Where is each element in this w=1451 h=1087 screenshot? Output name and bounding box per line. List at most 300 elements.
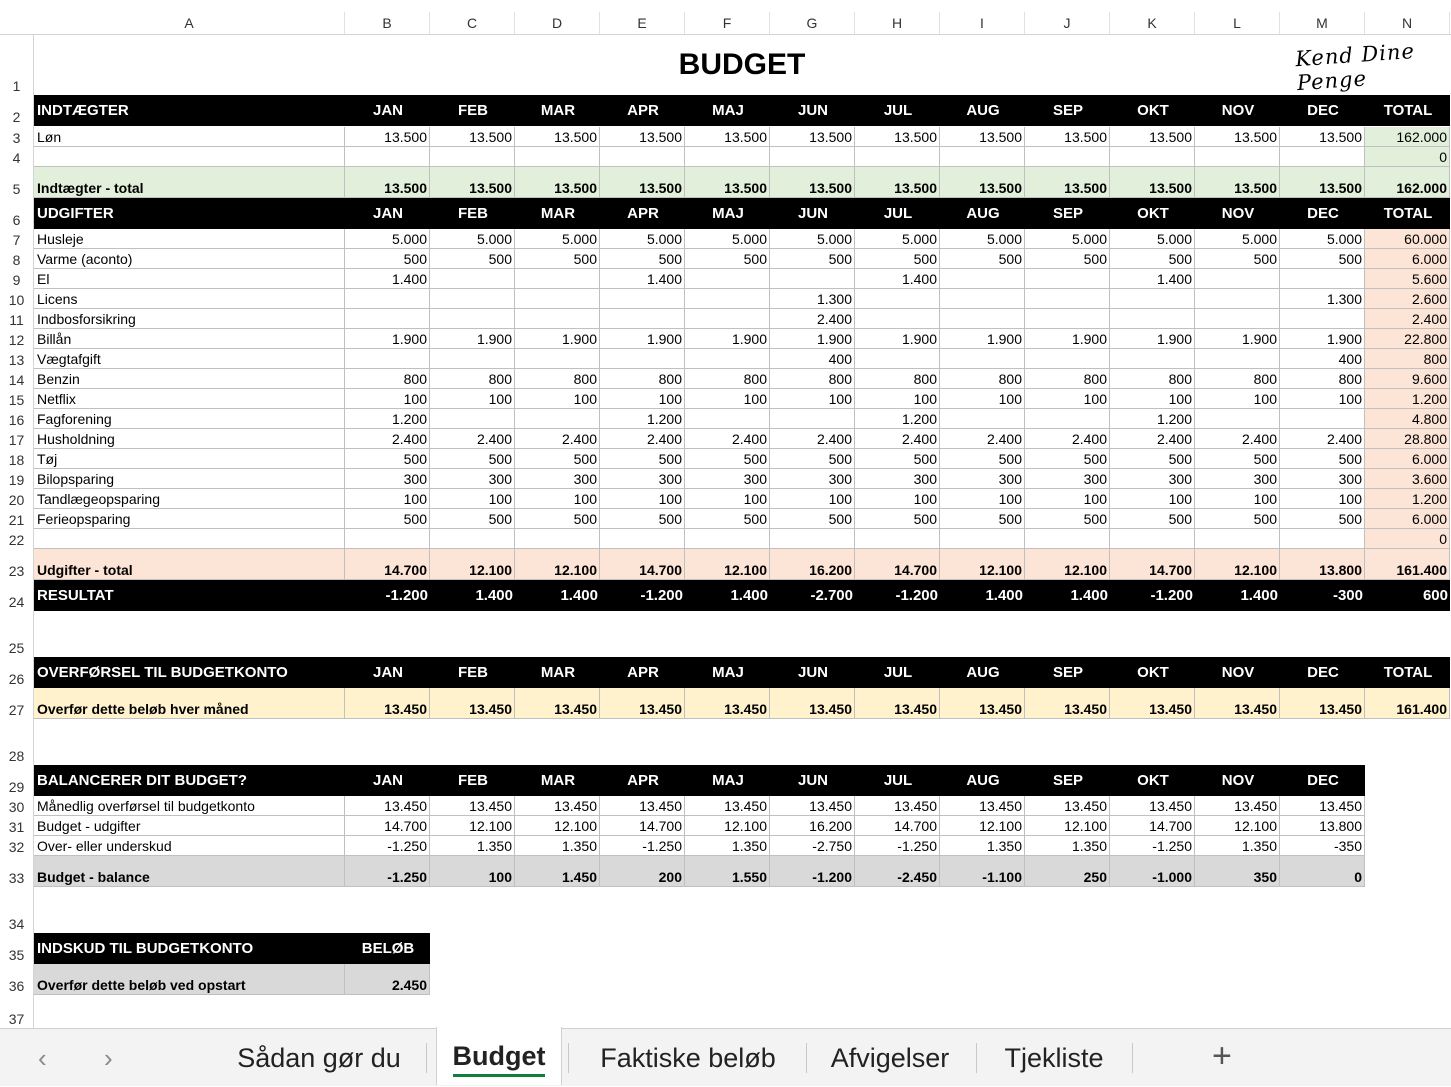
row-label[interactable]: Indbosforsikring: [34, 309, 345, 329]
value-cell[interactable]: 13.450: [1195, 688, 1280, 719]
column-header[interactable]: J: [1025, 12, 1110, 34]
row-header[interactable]: 28: [8, 748, 25, 764]
value-cell[interactable]: 500: [430, 249, 515, 269]
row-label[interactable]: Over- eller underskud: [34, 836, 345, 856]
value-cell[interactable]: 5.000: [1195, 229, 1280, 249]
value-cell[interactable]: 500: [1110, 509, 1195, 529]
value-cell[interactable]: 350: [1195, 856, 1280, 887]
value-cell[interactable]: 800: [685, 369, 770, 389]
value-cell[interactable]: 2.400: [1025, 429, 1110, 449]
row-label[interactable]: Vægtafgift: [34, 349, 345, 369]
value-cell[interactable]: [1280, 529, 1365, 549]
value-cell[interactable]: 100: [1280, 389, 1365, 409]
value-cell[interactable]: 12.100: [515, 549, 600, 580]
value-cell[interactable]: 13.500: [770, 127, 855, 147]
value-cell[interactable]: 2.400: [515, 429, 600, 449]
month-header[interactable]: MAJ: [685, 765, 770, 796]
value-cell[interactable]: 500: [1195, 509, 1280, 529]
value-cell[interactable]: 13.800: [1280, 549, 1365, 580]
column-header[interactable]: F: [685, 12, 770, 34]
row-header[interactable]: 22: [8, 532, 25, 548]
value-cell[interactable]: [600, 289, 685, 309]
row-header[interactable]: 16: [8, 412, 25, 428]
value-cell[interactable]: 1.300: [770, 289, 855, 309]
month-header[interactable]: MAJ: [685, 198, 770, 229]
row-header[interactable]: 32: [8, 839, 25, 855]
result-value[interactable]: -300: [1280, 580, 1365, 611]
month-header[interactable]: JUN: [770, 198, 855, 229]
total-cell[interactable]: 800: [1365, 349, 1450, 369]
month-header[interactable]: DEC: [1280, 198, 1365, 229]
row-header[interactable]: 26: [8, 671, 25, 687]
row-header[interactable]: 34: [8, 916, 25, 932]
value-cell[interactable]: [940, 529, 1025, 549]
value-cell[interactable]: 1.900: [1110, 329, 1195, 349]
value-cell[interactable]: 13.450: [685, 688, 770, 719]
value-cell[interactable]: 1.900: [685, 329, 770, 349]
result-value[interactable]: -1.200: [345, 580, 430, 611]
value-cell[interactable]: 300: [430, 469, 515, 489]
value-cell[interactable]: [1025, 309, 1110, 329]
row-label[interactable]: Overfør dette beløb hver måned: [34, 688, 345, 719]
value-cell[interactable]: 800: [770, 369, 855, 389]
value-cell[interactable]: [345, 147, 430, 167]
value-cell[interactable]: [770, 269, 855, 289]
section-header[interactable]: OVERFØRSEL TIL BUDGETKONTO: [34, 657, 345, 688]
value-cell[interactable]: 16.200: [770, 816, 855, 836]
section-header[interactable]: INDTÆGTER: [34, 95, 345, 126]
value-cell[interactable]: -350: [1280, 836, 1365, 856]
row-header[interactable]: 27: [8, 702, 25, 718]
value-cell[interactable]: 500: [940, 509, 1025, 529]
next-sheet-icon[interactable]: ›: [104, 1043, 113, 1073]
value-cell[interactable]: [345, 309, 430, 329]
month-header[interactable]: DEC: [1280, 657, 1365, 688]
value-cell[interactable]: 12.100: [1195, 549, 1280, 580]
tab-faktiske-beloeb[interactable]: Faktiske beløb: [600, 1042, 776, 1073]
value-cell[interactable]: 500: [1025, 509, 1110, 529]
column-header[interactable]: C: [430, 12, 515, 34]
value-cell[interactable]: 500: [600, 249, 685, 269]
month-header[interactable]: APR: [600, 765, 685, 796]
value-cell[interactable]: 1.350: [1025, 836, 1110, 856]
value-cell[interactable]: [430, 349, 515, 369]
month-header[interactable]: FEB: [430, 198, 515, 229]
value-cell[interactable]: 100: [430, 856, 515, 887]
value-cell[interactable]: 500: [685, 449, 770, 469]
value-cell[interactable]: 2.400: [685, 429, 770, 449]
value-cell[interactable]: [515, 309, 600, 329]
month-header[interactable]: FEB: [430, 95, 515, 126]
value-cell[interactable]: 13.450: [685, 796, 770, 816]
deposit-header[interactable]: INDSKUD TIL BUDGETKONTO: [34, 933, 345, 964]
row-header[interactable]: 3: [12, 130, 21, 146]
result-value[interactable]: 1.400: [685, 580, 770, 611]
value-cell[interactable]: 300: [1110, 469, 1195, 489]
value-cell[interactable]: 1.900: [345, 329, 430, 349]
row-header[interactable]: 24: [8, 594, 25, 610]
value-cell[interactable]: 200: [600, 856, 685, 887]
value-cell[interactable]: -1.250: [600, 836, 685, 856]
value-cell[interactable]: 1.450: [515, 856, 600, 887]
value-cell[interactable]: 1.350: [515, 836, 600, 856]
value-cell[interactable]: 300: [515, 469, 600, 489]
value-cell[interactable]: [1195, 529, 1280, 549]
value-cell[interactable]: [1280, 269, 1365, 289]
row-header[interactable]: 33: [8, 870, 25, 886]
total-cell[interactable]: 60.000: [1365, 229, 1450, 249]
row-header[interactable]: 7: [12, 232, 21, 248]
value-cell[interactable]: 1.350: [685, 836, 770, 856]
row-header[interactable]: 14: [8, 372, 25, 388]
value-cell[interactable]: 2.400: [430, 429, 515, 449]
value-cell[interactable]: 300: [600, 469, 685, 489]
column-header[interactable]: L: [1195, 12, 1280, 34]
value-cell[interactable]: 300: [855, 469, 940, 489]
value-cell[interactable]: 2.400: [940, 429, 1025, 449]
value-cell[interactable]: 13.500: [685, 127, 770, 147]
value-cell[interactable]: 14.700: [600, 816, 685, 836]
value-cell[interactable]: [1025, 289, 1110, 309]
value-cell[interactable]: -1.100: [940, 856, 1025, 887]
result-total[interactable]: 600: [1365, 580, 1450, 611]
row-header[interactable]: 17: [8, 432, 25, 448]
value-cell[interactable]: 1.400: [1110, 269, 1195, 289]
value-cell[interactable]: 13.450: [600, 796, 685, 816]
row-header[interactable]: 30: [8, 799, 25, 815]
month-header[interactable]: NOV: [1195, 95, 1280, 126]
value-cell[interactable]: 13.500: [600, 127, 685, 147]
value-cell[interactable]: 5.000: [1280, 229, 1365, 249]
value-cell[interactable]: [940, 349, 1025, 369]
value-cell[interactable]: 100: [855, 389, 940, 409]
value-cell[interactable]: [685, 269, 770, 289]
row-header[interactable]: 31: [8, 819, 25, 835]
value-cell[interactable]: 13.450: [515, 688, 600, 719]
value-cell[interactable]: [515, 289, 600, 309]
value-cell[interactable]: [1195, 269, 1280, 289]
value-cell[interactable]: [1280, 147, 1365, 167]
total-cell[interactable]: 6.000: [1365, 249, 1450, 269]
value-cell[interactable]: 800: [515, 369, 600, 389]
total-cell[interactable]: 161.400: [1365, 549, 1450, 580]
value-cell[interactable]: 2.400: [345, 429, 430, 449]
value-cell[interactable]: 500: [345, 249, 430, 269]
value-cell[interactable]: 2.400: [1280, 429, 1365, 449]
value-cell[interactable]: 13.450: [1025, 796, 1110, 816]
value-cell[interactable]: [685, 409, 770, 429]
total-cell[interactable]: 5.600: [1365, 269, 1450, 289]
row-header[interactable]: 21: [8, 512, 25, 528]
row-label[interactable]: Løn: [34, 127, 345, 147]
result-value[interactable]: 1.400: [940, 580, 1025, 611]
value-cell[interactable]: 5.000: [770, 229, 855, 249]
value-cell[interactable]: 13.450: [430, 796, 515, 816]
value-cell[interactable]: 1.900: [855, 329, 940, 349]
result-value[interactable]: 1.400: [1025, 580, 1110, 611]
value-cell[interactable]: -1.000: [1110, 856, 1195, 887]
value-cell[interactable]: [1110, 529, 1195, 549]
value-cell[interactable]: 12.100: [940, 816, 1025, 836]
value-cell[interactable]: 5.000: [1110, 229, 1195, 249]
total-cell[interactable]: 162.000: [1365, 127, 1450, 147]
value-cell[interactable]: 1.350: [430, 836, 515, 856]
value-cell[interactable]: 1.400: [600, 269, 685, 289]
row-label[interactable]: Månedlig overførsel til budgetkonto: [34, 796, 345, 816]
month-header[interactable]: JUN: [770, 657, 855, 688]
row-header[interactable]: 6: [12, 212, 21, 228]
row-header[interactable]: 2: [12, 109, 21, 125]
value-cell[interactable]: 13.500: [1195, 127, 1280, 147]
value-cell[interactable]: 12.100: [430, 816, 515, 836]
value-cell[interactable]: 1.350: [1195, 836, 1280, 856]
month-header[interactable]: JAN: [345, 765, 430, 796]
row-label[interactable]: Netflix: [34, 389, 345, 409]
value-cell[interactable]: 1.900: [940, 329, 1025, 349]
value-cell[interactable]: 13.500: [1110, 127, 1195, 147]
add-sheet-icon[interactable]: +: [1212, 1037, 1232, 1075]
value-cell[interactable]: 13.500: [940, 167, 1025, 198]
value-cell[interactable]: 2.400: [1195, 429, 1280, 449]
value-cell[interactable]: 13.450: [855, 688, 940, 719]
value-cell[interactable]: 12.100: [1025, 816, 1110, 836]
value-cell[interactable]: 100: [1195, 489, 1280, 509]
value-cell[interactable]: -2.450: [855, 856, 940, 887]
row-label[interactable]: [34, 529, 345, 549]
value-cell[interactable]: [855, 147, 940, 167]
column-header[interactable]: E: [600, 12, 685, 34]
month-header[interactable]: MAJ: [685, 657, 770, 688]
value-cell[interactable]: 100: [1280, 489, 1365, 509]
month-header[interactable]: OKT: [1110, 95, 1195, 126]
value-cell[interactable]: 100: [600, 489, 685, 509]
row-header[interactable]: 10: [8, 292, 25, 308]
value-cell[interactable]: -1.250: [855, 836, 940, 856]
value-cell[interactable]: 500: [685, 249, 770, 269]
value-cell[interactable]: [770, 147, 855, 167]
total-cell[interactable]: 162.000: [1365, 167, 1450, 198]
total-cell[interactable]: 2.400: [1365, 309, 1450, 329]
value-cell[interactable]: [430, 289, 515, 309]
value-cell[interactable]: 800: [1025, 369, 1110, 389]
value-cell[interactable]: 500: [430, 509, 515, 529]
value-cell[interactable]: 13.450: [1025, 688, 1110, 719]
row-header[interactable]: 23: [8, 563, 25, 579]
value-cell[interactable]: 5.000: [515, 229, 600, 249]
value-cell[interactable]: [1025, 269, 1110, 289]
value-cell[interactable]: [430, 409, 515, 429]
value-cell[interactable]: 13.450: [770, 796, 855, 816]
value-cell[interactable]: [345, 289, 430, 309]
value-cell[interactable]: 13.500: [430, 167, 515, 198]
value-cell[interactable]: [600, 147, 685, 167]
value-cell[interactable]: 12.100: [940, 549, 1025, 580]
value-cell[interactable]: [940, 147, 1025, 167]
value-cell[interactable]: [515, 409, 600, 429]
value-cell[interactable]: 13.500: [600, 167, 685, 198]
value-cell[interactable]: 1.900: [515, 329, 600, 349]
value-cell[interactable]: 5.000: [855, 229, 940, 249]
value-cell[interactable]: 500: [515, 449, 600, 469]
column-header[interactable]: A: [34, 12, 345, 34]
value-cell[interactable]: 13.500: [1280, 167, 1365, 198]
row-label[interactable]: Licens: [34, 289, 345, 309]
value-cell[interactable]: 500: [940, 249, 1025, 269]
value-cell[interactable]: 500: [855, 249, 940, 269]
result-value[interactable]: 1.400: [1195, 580, 1280, 611]
value-cell[interactable]: 100: [1025, 389, 1110, 409]
value-cell[interactable]: 13.500: [345, 127, 430, 147]
result-value[interactable]: -1.200: [855, 580, 940, 611]
value-cell[interactable]: 100: [345, 489, 430, 509]
value-cell[interactable]: 13.450: [1280, 688, 1365, 719]
value-cell[interactable]: 100: [430, 489, 515, 509]
deposit-amount-header[interactable]: BELØB: [345, 933, 430, 964]
value-cell[interactable]: [1195, 409, 1280, 429]
value-cell[interactable]: [1110, 309, 1195, 329]
value-cell[interactable]: 14.700: [855, 816, 940, 836]
total-cell[interactable]: 161.400: [1365, 688, 1450, 719]
month-header[interactable]: MAR: [515, 765, 600, 796]
value-cell[interactable]: [600, 349, 685, 369]
row-label[interactable]: Indtægter - total: [34, 167, 345, 198]
value-cell[interactable]: [1025, 529, 1110, 549]
value-cell[interactable]: 5.000: [1025, 229, 1110, 249]
row-header[interactable]: 1: [12, 78, 21, 94]
value-cell[interactable]: 13.450: [940, 796, 1025, 816]
month-header[interactable]: MAR: [515, 198, 600, 229]
value-cell[interactable]: [345, 349, 430, 369]
value-cell[interactable]: 500: [1110, 249, 1195, 269]
value-cell[interactable]: 13.500: [1280, 127, 1365, 147]
value-cell[interactable]: 1.900: [1195, 329, 1280, 349]
value-cell[interactable]: 100: [770, 389, 855, 409]
month-header[interactable]: SEP: [1025, 95, 1110, 126]
value-cell[interactable]: 13.500: [430, 127, 515, 147]
value-cell[interactable]: [855, 289, 940, 309]
value-cell[interactable]: 13.450: [600, 688, 685, 719]
value-cell[interactable]: [1025, 147, 1110, 167]
value-cell[interactable]: 1.200: [1110, 409, 1195, 429]
value-cell[interactable]: 100: [1195, 389, 1280, 409]
value-cell[interactable]: 2.400: [600, 429, 685, 449]
value-cell[interactable]: 100: [940, 489, 1025, 509]
value-cell[interactable]: 13.500: [1110, 167, 1195, 198]
total-cell[interactable]: 22.800: [1365, 329, 1450, 349]
row-header[interactable]: 35: [8, 947, 25, 963]
value-cell[interactable]: 500: [1280, 509, 1365, 529]
column-header[interactable]: B: [345, 12, 430, 34]
result-value[interactable]: 1.400: [515, 580, 600, 611]
row-header[interactable]: 4: [12, 150, 21, 166]
tab-afvigelser[interactable]: Afvigelser: [830, 1042, 950, 1073]
row-label[interactable]: Tøj: [34, 449, 345, 469]
row-label[interactable]: El: [34, 269, 345, 289]
month-header[interactable]: JAN: [345, 95, 430, 126]
result-value[interactable]: 1.400: [430, 580, 515, 611]
month-header[interactable]: JUL: [855, 765, 940, 796]
value-cell[interactable]: 13.500: [1025, 127, 1110, 147]
column-header[interactable]: H: [855, 12, 940, 34]
value-cell[interactable]: 100: [855, 489, 940, 509]
month-header[interactable]: JUN: [770, 765, 855, 796]
value-cell[interactable]: 800: [430, 369, 515, 389]
value-cell[interactable]: [685, 309, 770, 329]
tab-saadan-goer-du[interactable]: Sådan gør du: [237, 1042, 401, 1073]
value-cell[interactable]: 1.900: [1280, 329, 1365, 349]
value-cell[interactable]: 13.500: [1025, 167, 1110, 198]
value-cell[interactable]: 13.450: [345, 688, 430, 719]
total-cell[interactable]: 6.000: [1365, 509, 1450, 529]
value-cell[interactable]: 5.000: [940, 229, 1025, 249]
total-cell[interactable]: 9.600: [1365, 369, 1450, 389]
row-header[interactable]: 8: [12, 252, 21, 268]
value-cell[interactable]: 1.900: [1025, 329, 1110, 349]
value-cell[interactable]: 12.100: [430, 549, 515, 580]
value-cell[interactable]: 250: [1025, 856, 1110, 887]
value-cell[interactable]: [515, 349, 600, 369]
value-cell[interactable]: 2.400: [855, 429, 940, 449]
value-cell[interactable]: 12.100: [515, 816, 600, 836]
total-cell[interactable]: 3.600: [1365, 469, 1450, 489]
value-cell[interactable]: 13.500: [1195, 167, 1280, 198]
month-header[interactable]: NOV: [1195, 765, 1280, 796]
month-header[interactable]: SEP: [1025, 198, 1110, 229]
value-cell[interactable]: 14.700: [1110, 816, 1195, 836]
tab-tjekliste[interactable]: Tjekliste: [1004, 1042, 1104, 1073]
value-cell[interactable]: 13.450: [1110, 688, 1195, 719]
row-header[interactable]: 29: [8, 779, 25, 795]
value-cell[interactable]: 800: [1280, 369, 1365, 389]
value-cell[interactable]: 500: [600, 509, 685, 529]
row-label[interactable]: Fagforening: [34, 409, 345, 429]
column-header[interactable]: M: [1280, 12, 1365, 34]
value-cell[interactable]: 5.000: [430, 229, 515, 249]
month-header[interactable]: JUN: [770, 95, 855, 126]
column-header[interactable]: D: [515, 12, 600, 34]
total-cell[interactable]: 2.600: [1365, 289, 1450, 309]
value-cell[interactable]: 13.500: [685, 167, 770, 198]
value-cell[interactable]: [685, 289, 770, 309]
row-header[interactable]: 15: [8, 392, 25, 408]
value-cell[interactable]: 500: [1195, 449, 1280, 469]
value-cell[interactable]: [940, 289, 1025, 309]
value-cell[interactable]: [1195, 349, 1280, 369]
value-cell[interactable]: 300: [1025, 469, 1110, 489]
month-header[interactable]: MAR: [515, 657, 600, 688]
value-cell[interactable]: 13.450: [430, 688, 515, 719]
row-label[interactable]: Udgifter - total: [34, 549, 345, 580]
row-label[interactable]: Bilopsparing: [34, 469, 345, 489]
total-cell[interactable]: 28.800: [1365, 429, 1450, 449]
value-cell[interactable]: 13.450: [515, 796, 600, 816]
result-value[interactable]: -2.700: [770, 580, 855, 611]
row-header[interactable]: 11: [9, 312, 24, 328]
month-header[interactable]: SEP: [1025, 657, 1110, 688]
row-label[interactable]: Budget - udgifter: [34, 816, 345, 836]
value-cell[interactable]: [1280, 409, 1365, 429]
result-value[interactable]: -1.200: [600, 580, 685, 611]
value-cell[interactable]: -1.200: [770, 856, 855, 887]
row-label[interactable]: Billån: [34, 329, 345, 349]
total-header[interactable]: TOTAL: [1365, 95, 1450, 126]
value-cell[interactable]: 14.700: [345, 816, 430, 836]
value-cell[interactable]: -2.750: [770, 836, 855, 856]
row-header[interactable]: 9: [12, 272, 21, 288]
value-cell[interactable]: 500: [430, 449, 515, 469]
month-header[interactable]: MAR: [515, 95, 600, 126]
row-header[interactable]: 18: [8, 452, 25, 468]
